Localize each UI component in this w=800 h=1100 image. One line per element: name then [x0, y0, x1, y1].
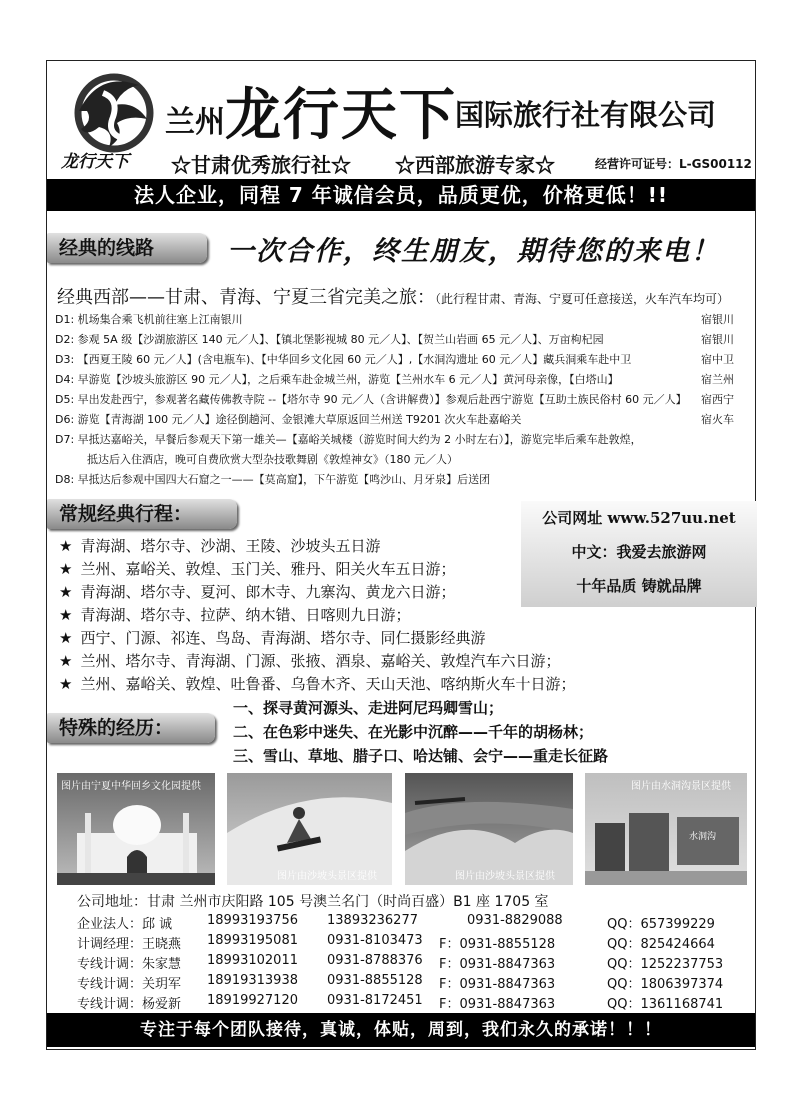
contact-role: 专线计调：关玥军 — [77, 977, 182, 992]
contact-fax: F：0931-8847363 — [439, 977, 556, 992]
footer-banner: 专注于每个团队接待，真诚，体贴，周到，我们永久的承诺！！！ — [47, 1013, 755, 1047]
city-name: 兰州 — [165, 105, 225, 140]
photo-sand-slide — [227, 773, 392, 885]
photo-desert-dunes — [405, 773, 573, 885]
day-stay: 宿火车 — [701, 413, 734, 426]
day-item: D3: 【西夏王陵 60 元／人】(含电瓶车)、【中华回乡文化园 60 元／人】,【水洞沟遗址 60 元／人】藏兵洞乘车赴中卫 — [55, 353, 632, 366]
contact-fax: 0931-8829088 — [467, 913, 563, 928]
slogan-west-expert: ☆西部旅游专家☆ — [395, 153, 555, 177]
company-name: 国际旅行社有限公司 — [455, 98, 717, 132]
star-icon: ★ — [59, 537, 73, 555]
star-icon: ★ — [59, 629, 73, 647]
logo-text: 龙行天下 — [61, 152, 129, 172]
contact-phone[interactable]: 0931-8855128 — [327, 973, 423, 988]
list-item: ★ 兰州、嘉峪关、敦煌、玉门关、雅丹、阳关火车五日游； — [59, 560, 456, 578]
brand-name: 龙行天下 — [225, 82, 457, 148]
star-icon: ★ — [59, 652, 73, 670]
star-icon: ★ — [59, 606, 73, 624]
list-item: ★ 青海湖、塔尔寺、拉萨、纳木错、日喀则九日游； — [59, 606, 411, 624]
contact-qq: QQ：1252237753 — [607, 957, 724, 972]
day-stay: 宿银川 — [701, 313, 734, 326]
photo-caption: 图片由水洞沟景区提供 — [631, 781, 731, 792]
star-icon: ★ — [59, 583, 73, 601]
route-title — [57, 283, 729, 309]
contact-phone[interactable]: 18919927120 — [207, 993, 298, 1008]
company-address: 公司地址：甘肃 兰州市庆阳路 105 号澳兰名门（时尚百盛）B1 座 1705 室 — [77, 894, 549, 910]
day-stay: 宿西宁 — [701, 393, 734, 406]
day-item: D7: 早抵达嘉峪关，早餐后参观天下第一雄关—【嘉峪关城楼（游览时间大约为 2 小时左右）】，游览完毕后乘车赴敦煌， — [55, 433, 642, 446]
photo-caption: 图片由沙坡头景区提供 — [277, 871, 377, 882]
day-item: D1: 机场集合乘飞机前往塞上江南银川 — [55, 313, 243, 326]
star-icon: ★ — [59, 560, 73, 578]
website-box — [521, 501, 757, 607]
special-item: 二、在色彩中迷失、在光影中沉醉——千年的胡杨林； — [233, 723, 594, 741]
list-item: ★ 青海湖、塔尔寺、夏河、郎木寺、九寨沟、黄龙六日游； — [59, 583, 456, 601]
contact-role: 专线计调：杨爱新 — [77, 997, 182, 1012]
day-item: D4: 早游览【沙坡头旅游区 90 元／人】，之后乘车赴金城兰州，游览【兰州水车 6 元／人】黄河母亲像，【白塔山】 — [55, 373, 619, 386]
photo-mosque — [57, 773, 215, 885]
day-stay: 宿兰州 — [701, 373, 734, 386]
slogan-excellent-agency: ☆甘肃优秀旅行社☆ — [171, 153, 351, 177]
list-item: ★ 青海湖、塔尔寺、沙湖、王陵、沙坡头五日游 — [59, 537, 381, 555]
tagline: 一次合作，终生朋友，期待您的来电！ — [227, 236, 720, 267]
star-icon: ★ — [59, 675, 73, 693]
route-note: （此行程甘肃、青海、宁夏可任意接送，火车汽车均可） — [435, 292, 730, 306]
list-item: ★ 兰州、塔尔寺、青海湖、门源、张掖、酒泉、嘉峪关、敦煌汽车六日游； — [59, 652, 561, 670]
contact-qq: QQ：1361168741 — [607, 997, 724, 1012]
special-item: 三、雪山、草地、腊子口、哈达铺、会宁——重走长征路 — [233, 747, 609, 765]
contact-qq: QQ：825424664 — [607, 937, 715, 952]
contact-phone[interactable]: 13893236277 — [327, 913, 418, 928]
day-item: D5: 早出发赴西宁，参观著名藏传佛教寺院 --【塔尔寺 90 元／人（含讲解费）】参观后赴西宁游览【互助土族民俗村 60 元／人】 — [55, 393, 687, 406]
website-slogan: 十年品质 铸就品牌 — [576, 577, 702, 595]
contact-phone[interactable]: 0931-8172451 — [327, 993, 423, 1008]
photo-caption: 图片由沙坡头景区提供 — [455, 871, 555, 882]
section-tab-regular: 常规经典行程： — [47, 499, 237, 529]
contact-phone[interactable]: 18993195081 — [207, 933, 298, 948]
route-title-text: 经典西部——甘肃、青海、宁夏三省完美之旅： — [57, 287, 435, 308]
day-item: D8: 早抵达后参观中国四大石窟之一——【莫高窟】，下午游览【鸣沙山、月牙泉】后送团 — [55, 473, 491, 486]
gate-sign: 水洞沟 — [689, 832, 717, 842]
contact-phone[interactable]: 18993102011 — [207, 953, 298, 968]
top-banner: 法人企业，同程 7 年诚信会员，品质更优，价格更低！!! — [47, 179, 755, 211]
day-stay: 宿银川 — [701, 333, 734, 346]
day-stay: 宿中卫 — [701, 353, 734, 366]
list-item: ★ 兰州、嘉峪关、敦煌、吐鲁番、乌鲁木齐、天山天池、喀纳斯火车十日游； — [59, 675, 576, 693]
contact-role: 计调经理：王晓燕 — [77, 937, 182, 952]
website-url[interactable]: 公司网址 www.527uu.net — [542, 509, 736, 527]
section-tab-special: 特殊的经历： — [47, 713, 215, 743]
contact-qq: QQ：1806397374 — [607, 977, 724, 992]
license-number: 经营许可证号：L-GS00112 — [595, 157, 752, 171]
special-item: 一、探寻黄河源头、走进阿尼玛卿雪山； — [233, 699, 504, 717]
contact-fax: F：0931-8847363 — [439, 997, 556, 1012]
section-tab-classic: 经典的线路 — [47, 233, 207, 263]
contact-phone[interactable]: 0931-8788376 — [327, 953, 423, 968]
flyer-page — [46, 60, 756, 1050]
photo-caption: 图片由宁夏中华回乡文化园提供 — [61, 781, 201, 792]
regular-trip-list — [59, 535, 575, 696]
contact-role: 企业法人：邱 诚 — [77, 917, 173, 932]
list-item: ★ 西宁、门源、祁连、鸟岛、青海湖、塔尔寺、同仁摄影经典游 — [59, 629, 486, 647]
contact-phone[interactable]: 18919313938 — [207, 973, 298, 988]
contact-qq: QQ：657399229 — [607, 917, 715, 932]
contact-fax: F：0931-8847363 — [439, 957, 556, 972]
contact-phone[interactable]: 0931-8103473 — [327, 933, 423, 948]
contact-role: 专线计调：朱家慧 — [77, 957, 182, 972]
day-item: D6: 游览【青海湖 100 元／人】途径倒趟河、金银滩大草原返回兰州送 T9201 次火车赴嘉峪关 — [55, 413, 522, 426]
day-item: D2: 参观 5A 级【沙湖旅游区 140 元／人】、【镇北堡影视城 80 元／人】、【贺兰山岩画 65 元／人】、万亩枸杞园 — [55, 333, 604, 346]
photo-shuidonggou-gate — [585, 773, 747, 885]
day-item: 抵达后入住酒店，晚可自费欣赏大型杂技歌舞剧《敦煌神女》（180 元／人） — [87, 453, 458, 466]
contact-fax: F：0931-8855128 — [439, 937, 556, 952]
contact-phone[interactable]: 18993193756 — [207, 913, 298, 928]
website-chinese-name: 中文：我爱去旅游网 — [571, 543, 707, 561]
